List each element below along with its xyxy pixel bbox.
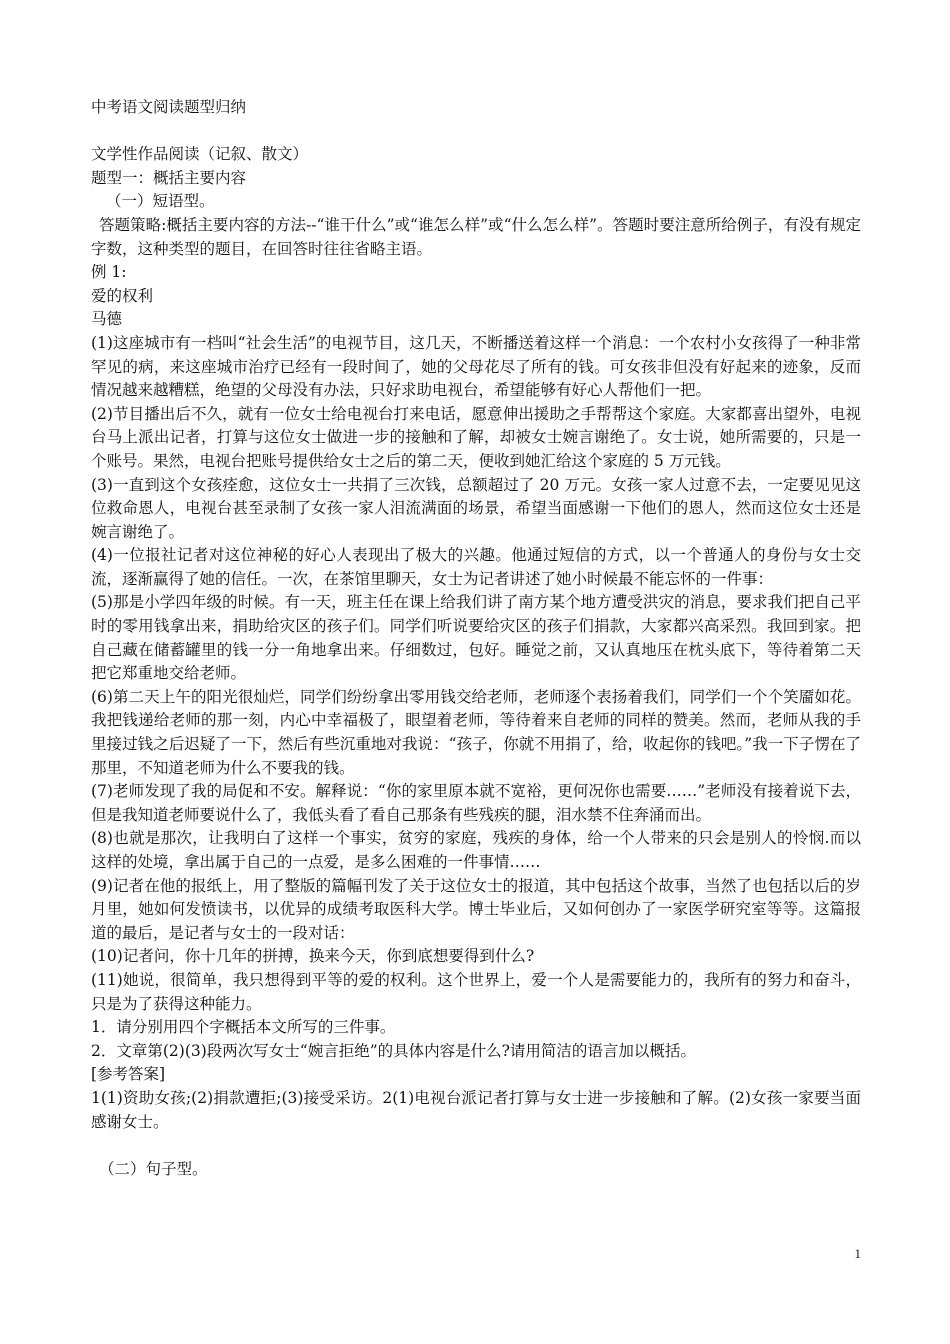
article-paragraph: (5)那是小学四年级的时候。有一天，班主任在课上给我们讲了南方某个地方遭受洪灾的消息，要求我们把自己平时的零用钱拿出来，捐助给灾区的孩子们。同学们听说要给灾区的孩子们捐款，大家都兴高采烈。我回到家。把自己藏在储蓄罐里的钱一分一角地拿出来。仔细数过，包好。睡觉之前，又认真地压在枕头底下，等待着第二天把它郑重地交给老师。 xyxy=(91,593,861,683)
strategy-paragraph: 答题策略:概括主要内容的方法--“谁干什么”或“谁怎么样”或“什么怎么样”。答题时要注意所给例子，有没有规定字数，这种类型的题目，在回答时往往省略主语。 xyxy=(91,215,861,258)
article-paragraph: (3)一直到这个女孩痊愈，这位女士一共捐了三次钱，总额超过了 20 万元。女孩一家人过意不去，一定要见见这位救命恩人，电视台甚至录制了女孩一家人泪流满面的场景，希望当面感谢一下他们的恩人，然而这位女士还是婉言谢绝了。 xyxy=(91,475,861,541)
answer-label: [参考答案] xyxy=(91,1065,166,1084)
article-author: 马德 xyxy=(91,310,123,329)
question-2: 2．文章第(2)(3)段两次写女士“婉言拒绝”的具体内容是什么?请用简洁的语言加以概括。 xyxy=(91,1041,696,1060)
question-type-heading: 题型一：概括主要内容 xyxy=(91,168,247,187)
article-paragraph: (11)她说，很简单，我只想得到平等的爱的权利。这个世界上，爱一个人是需要能力的，我所有的努力和奋斗，只是为了获得这种能力。 xyxy=(91,970,861,1013)
subtype-2-heading: （二）句子型。 xyxy=(99,1159,208,1178)
document-title: 中考语文阅读题型归纳 xyxy=(91,98,247,116)
question-1: 1．请分别用四个字概括本文所写的三件事。 xyxy=(91,1018,396,1037)
article-title: 爱的权利 xyxy=(91,286,154,305)
article-paragraph: (7)老师发现了我的局促和不安。解释说：“你的家里原本就不宽裕，更何况你也需要……”老师没有接着说下去，但是我知道老师要说什么了，我低头看了看自己那条有些残疾的腿，泪水禁不住奔涌而出。 xyxy=(91,782,861,824)
blank-line xyxy=(91,120,861,144)
article-paragraph: (9)记者在他的报纸上，用了整版的篇幅刊发了关于这位女士的报道，其中包括这个故事，当然了也包括以后的岁月里，她如何发愤读书，以优异的成绩考取医科大学。博士毕业后，又如何创办了一家医学研究室等等。这篇报道的最后，是记者与女士的一段对话： xyxy=(91,876,861,942)
document-body xyxy=(91,96,861,1181)
page-number: 1 xyxy=(854,1246,861,1261)
subtype-heading: （一）短语型。 xyxy=(106,192,215,211)
blank-line xyxy=(91,1134,861,1158)
section-heading: 文学性作品阅读（记叙、散文） xyxy=(91,145,309,164)
article-paragraph: (8)也就是那次，让我明白了这样一个事实，贫穷的家庭，残疾的身体，给一个人带来的只会是别人的怜悯.而以这样的处境，拿出属于自己的一点爱，是多么困难的一件事情…… xyxy=(91,829,861,871)
article-paragraph: (1)这座城市有一档叫“社会生活”的电视节目，这几天，不断播送着这样一个消息：一个农村小女孩得了一种非常罕见的病，来这座城市治疗已经有一段时间了，她的父母花尽了所有的钱。可女孩非但没有好起来的迹象，反而情况越来越糟糕，绝望的父母没有办法，只好求助电视台，希望能够有好心人帮他们一把。 xyxy=(91,333,861,400)
example-label: 例 1: xyxy=(91,263,127,282)
article-paragraph: (10)记者问，你十几年的拼搏，换来今天，你到底想要得到什么? xyxy=(91,947,535,966)
article-paragraph: (6)第二天上午的阳光很灿烂，同学们纷纷拿出零用钱交给老师，老师逐个表扬着我们，同学们一个个笑靥如花。我把钱递给老师的那一刻，内心中幸福极了，眼望着老师，等待着来自老师的同样的赞美。然而，老师从我的手里接过钱之后迟疑了一下，然后有些沉重地对我说：“孩子，你就不用捐了，给，收起你的钱吧。”我一下子愣在了那里，不知道老师为什么不要我的钱。 xyxy=(91,687,861,777)
article-paragraph: (2)节目播出后不久，就有一位女士给电视台打来电话，愿意伸出援助之手帮帮这个家庭。大家都喜出望外，电视台马上派出记者，打算与这位女士做进一步的接触和了解，却被女士婉言谢绝了。女士说，她所需要的，只是一个账号。果然，电视台把账号提供给女士之后的第二天，便收到她汇给这个家庭的 5 万元钱。 xyxy=(91,404,861,470)
answer-text: 1(1)资助女孩;(2)捐款遭拒;(3)接受采访。2(1)电视台派记者打算与女士进一步接触和了解。(2)女孩一家要当面感谢女士。 xyxy=(91,1088,861,1131)
article-paragraph: (4)一位报社记者对这位神秘的好心人表现出了极大的兴趣。他通过短信的方式，以一个普通人的身份与女士交流，逐渐赢得了她的信任。一次，在茶馆里聊天，女士为记者讲述了她小时候最不能忘怀的一件事： xyxy=(91,546,861,588)
